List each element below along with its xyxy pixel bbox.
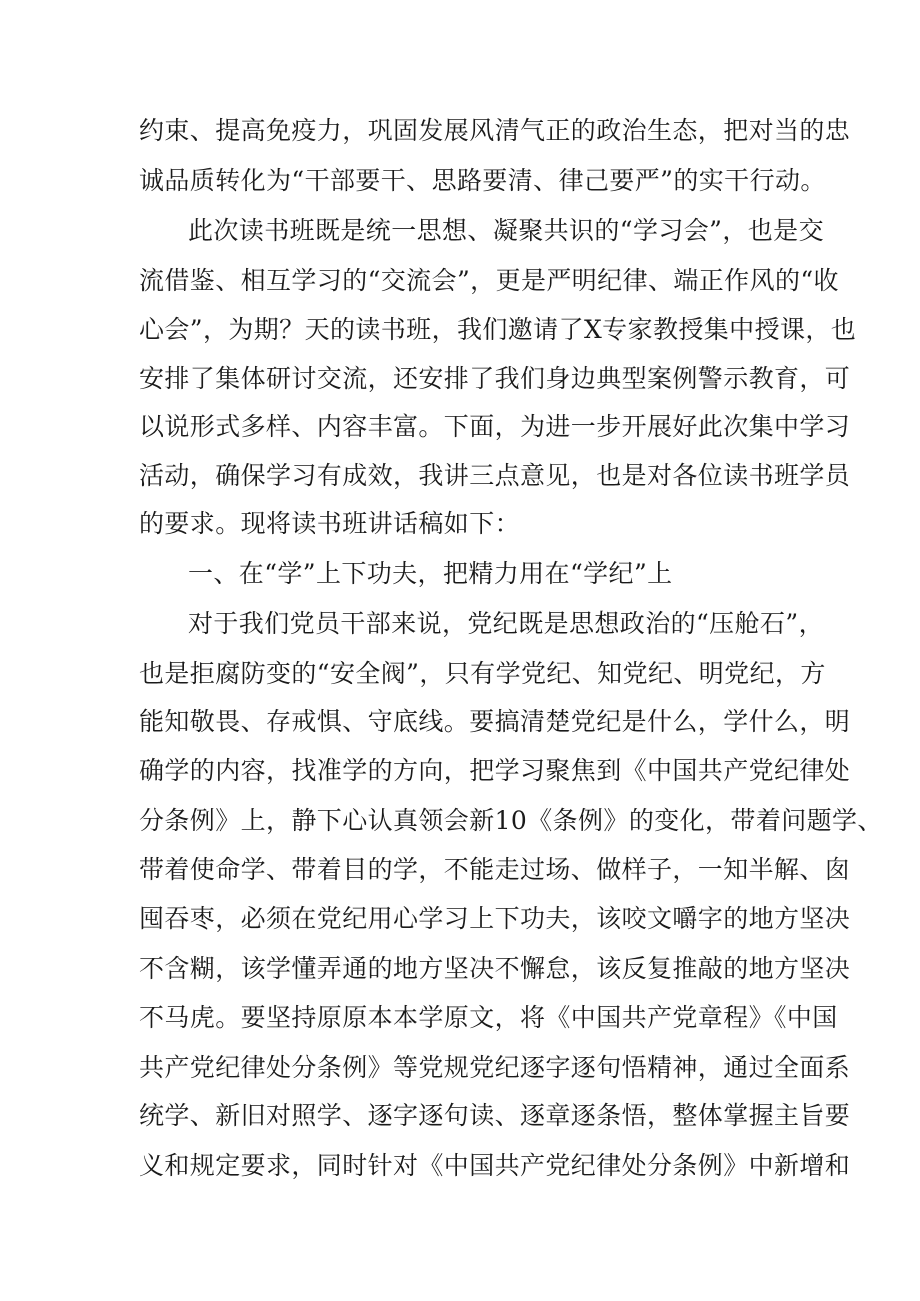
text-line: 以说形式多样、内容丰富。下面，为进一步开展好此次集中学习: [139, 412, 851, 441]
text-line: 共产党纪律处分条例》等党规党纪逐字逐句悟精神，通过全面系: [139, 1053, 851, 1082]
text-line: 的要求。现将读书班讲话稿如下：: [139, 509, 521, 538]
text-line: 不含糊，该学懂弄通的地方坚决不懈怠，该反复推敲的地方坚决: [139, 954, 851, 983]
text-line: 诚品质转化为“干部要干、思路要清、律己要严”的实干行动。: [139, 166, 826, 195]
text-line: 确学的内容，找准学的方向，把学习聚焦到《中国共产党纪律处: [139, 756, 851, 785]
text-line: 约束、提高免疫力，巩固发展风清气正的政治生态，把对当的忠: [139, 116, 851, 145]
text-line: 不马虎。要坚持原原本本学原文，将《中国共产党章程》《中国: [139, 1003, 838, 1032]
paragraph-first-line: 此次读书班既是统一思想、凝聚共识的“学习会”，也是交: [188, 216, 824, 245]
text-line: 心会”，为期？天的读书班，我们邀请了X专家教授集中授课，也: [139, 315, 857, 344]
paragraph-first-line: 对于我们党员干部来说，党纪既是思想政治的“压舱石”，: [188, 609, 824, 638]
text-line: 能知敬畏、存戒惧、守底线。要搞清楚党纪是什么，学什么，明: [139, 707, 851, 736]
text-line: 安排了集体研讨交流，还安排了我们身边典型案例警示教育，可: [139, 364, 851, 393]
section-heading: 一、在“学”上下功夫，把精力用在“学纪”上: [188, 559, 673, 588]
text-line: 流借鉴、相互学习的“交流会”，更是严明纪律、端正作风的“收: [139, 266, 839, 295]
text-line: 义和规定要求，同时针对《中国共产党纪律处分条例》中新增和: [139, 1151, 851, 1180]
text-line: 囤吞枣，必须在党纪用心学习上下功夫，该咬文嚼字的地方坚决: [139, 904, 851, 933]
text-line: 统学、新旧对照学、逐字逐句读、逐章逐条悟，整体掌握主旨要: [139, 1101, 851, 1130]
text-line: 活动，确保学习有成效，我讲三点意见，也是对各位读书班学员: [139, 461, 851, 490]
text-line: 带着使命学、带着目的学，不能走过场、做样子，一知半解、囱: [139, 855, 851, 884]
text-line: 分条例》上，静下心认真领会新10《条例》的变化，带着问题学、: [139, 806, 883, 835]
text-line: 也是拒腐防变的“安全阀”，只有学党纪、知党纪、明党纪，方: [139, 659, 826, 688]
